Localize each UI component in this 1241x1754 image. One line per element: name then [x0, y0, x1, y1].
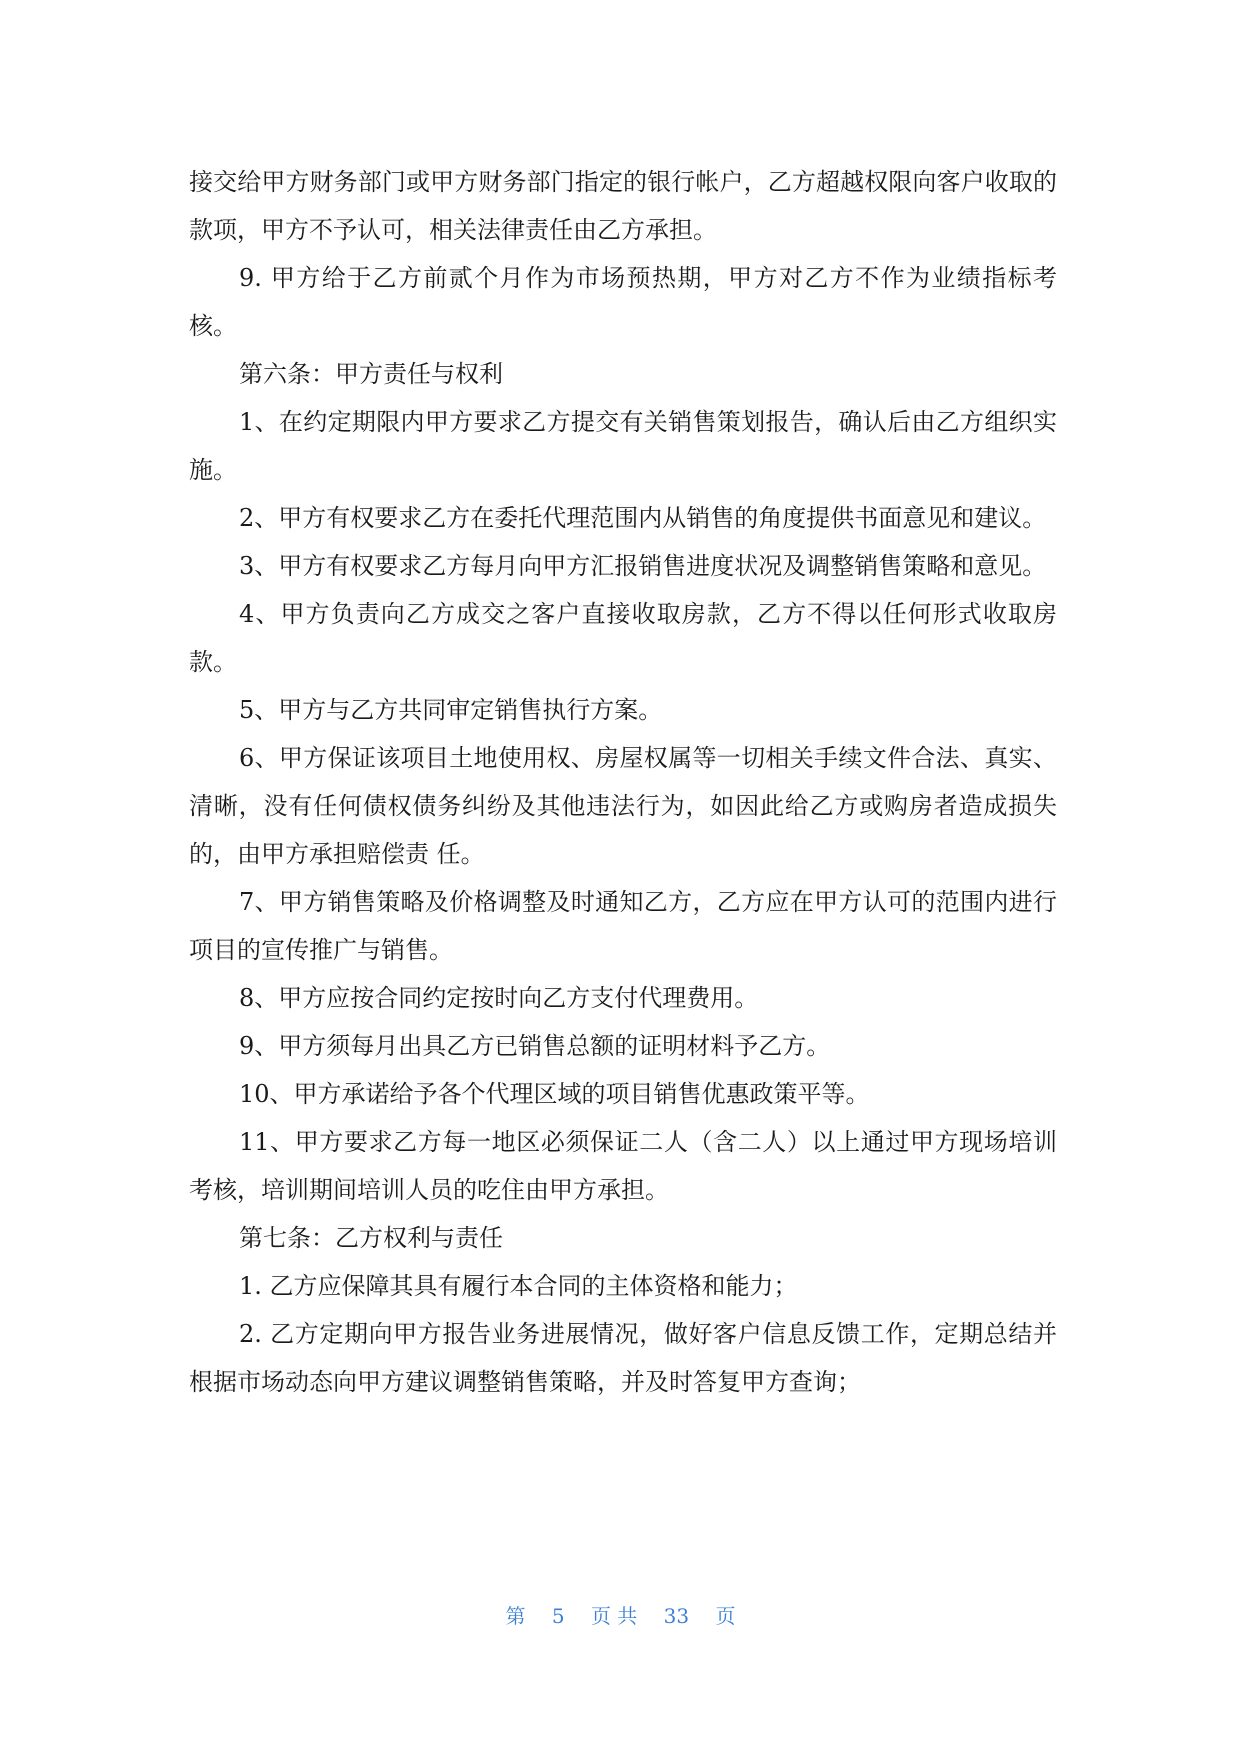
- section-heading-article-6: 第六条：甲方责任与权利: [239, 360, 503, 388]
- footer-total-pages: 33: [663, 1604, 690, 1628]
- paragraph-article-6-item-4: 4、甲方负责向乙方成交之客户直接收取房款，乙方不得以任何形式收取房款。: [189, 600, 1057, 676]
- paragraph-article-7-item-1: 1. 乙方应保障其具有履行本合同的主体资格和能力；: [239, 1272, 798, 1300]
- paragraph-article-6-item-8: 8、甲方应按合同约定按时向乙方支付代理费用。: [239, 984, 759, 1012]
- paragraph-item-9-preheat: 9. 甲方给于乙方前贰个月作为市场预热期，甲方对乙方不作为业绩指标考核。: [189, 264, 1057, 340]
- paragraph-article-6-item-3: 3、甲方有权要求乙方每月向甲方汇报销售进度状况及调整销售策略和意见。: [239, 552, 1047, 580]
- paragraph-article-6-item-5: 5、甲方与乙方共同审定销售执行方案。: [239, 696, 663, 724]
- paragraph-article-7-item-2: 2. 乙方定期向甲方报告业务进展情况，做好客户信息反馈工作，定期总结并根据市场动态向甲方建议调整销售策略，并及时答复甲方查询；: [189, 1320, 1057, 1396]
- footer-suffix: 页: [715, 1604, 736, 1628]
- paragraph-article-6-item-6: 6、甲方保证该项目土地使用权、房屋权属等一切相关手续文件合法、真实、清晰，没有任何债权债务纠纷及其他违法行为，如因此给乙方或购房者造成损失的，由甲方承担赔偿责 任。: [189, 744, 1057, 868]
- paragraph-article-6-item-11: 11、甲方要求乙方每一地区必须保证二人（含二人）以上通过甲方现场培训考核，培训期间培训人员的吃住由甲方承担。: [189, 1128, 1057, 1204]
- footer-current-page: 5: [551, 1604, 565, 1628]
- paragraph-article-6-item-1: 1、在约定期限内甲方要求乙方提交有关销售策划报告，确认后由乙方组织实施。: [189, 408, 1057, 484]
- paragraph-continued: 接交给甲方财务部门或甲方财务部门指定的银行帐户，乙方超越权限向客户收取的款项，甲方不予认可，相关法律责任由乙方承担。: [189, 168, 1057, 244]
- section-heading-article-7: 第七条：乙方权利与责任: [239, 1224, 503, 1252]
- page-number-footer: [0, 1600, 1241, 1629]
- footer-middle: 页 共: [590, 1604, 638, 1628]
- paragraph-article-6-item-9: 9、甲方须每月出具乙方已销售总额的证明材料予乙方。: [239, 1032, 831, 1060]
- document-body: [189, 158, 1057, 1406]
- paragraph-article-6-item-7: 7、甲方销售策略及价格调整及时通知乙方，乙方应在甲方认可的范围内进行项目的宣传推广与销售。: [189, 888, 1057, 964]
- paragraph-article-6-item-2: 2、甲方有权要求乙方在委托代理范围内从销售的角度提供书面意见和建议。: [239, 504, 1047, 532]
- footer-prefix: 第: [505, 1604, 526, 1628]
- paragraph-article-6-item-10: 10、甲方承诺给予各个代理区域的项目销售优惠政策平等。: [239, 1080, 870, 1108]
